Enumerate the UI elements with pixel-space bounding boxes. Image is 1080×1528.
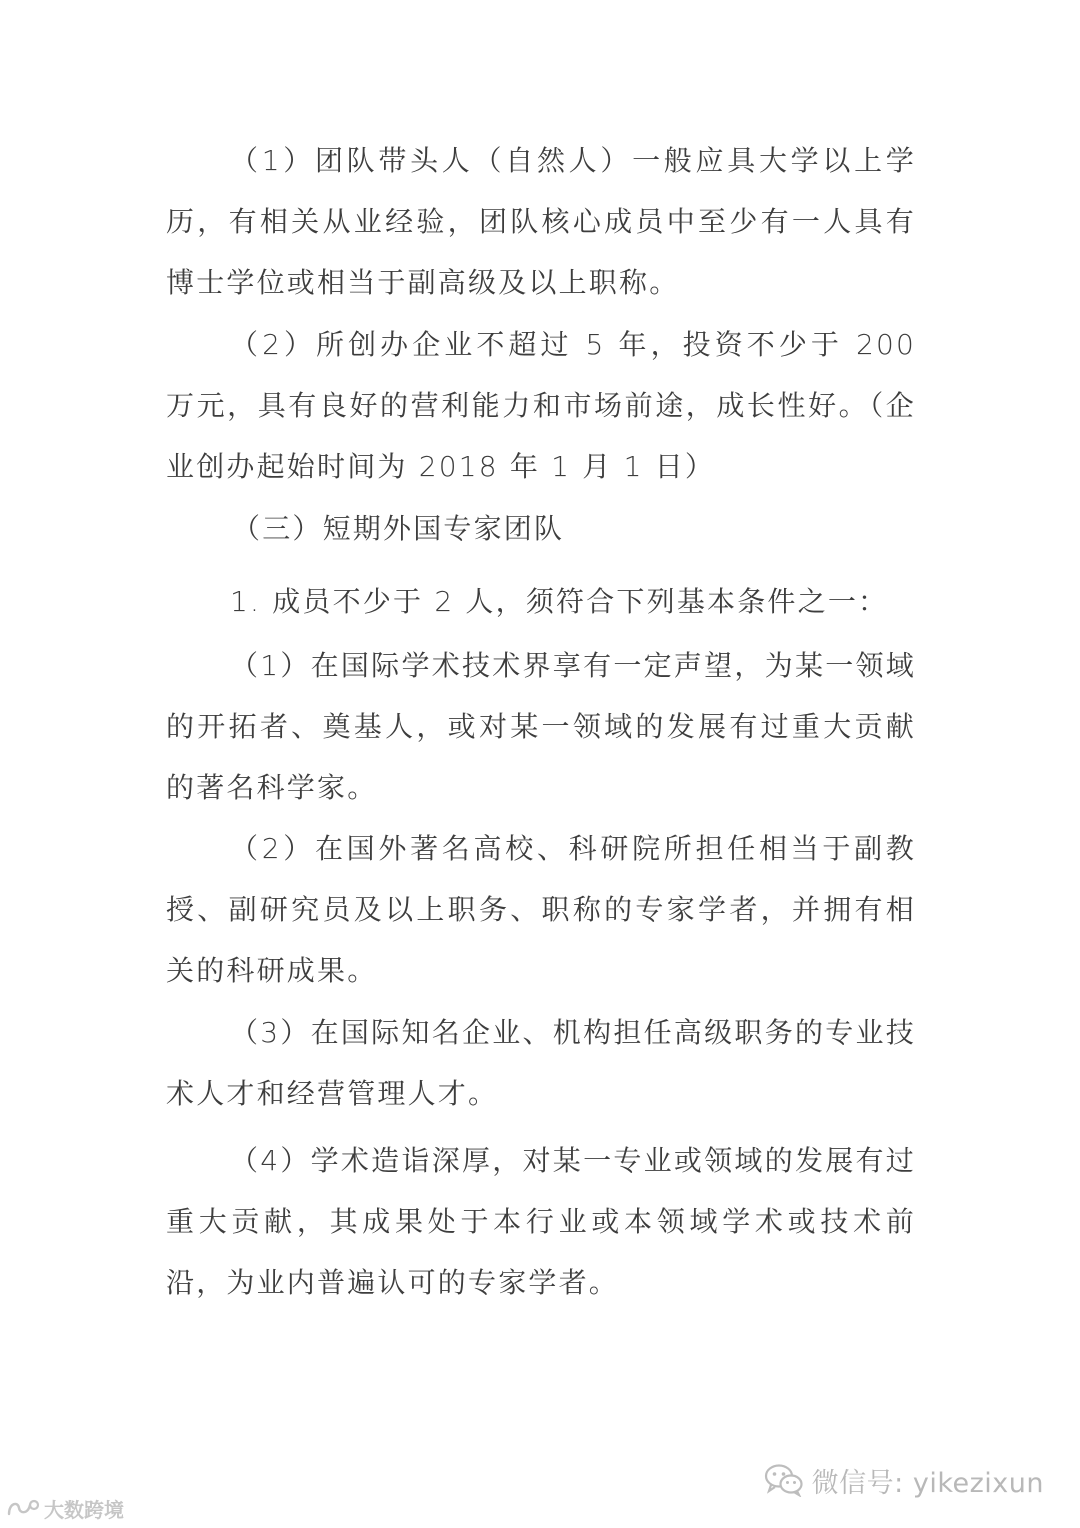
wechat-icon [764, 1463, 804, 1497]
paragraph-2: （2）所创办企业不超过 5 年，投资不少于 200 万元，具有良好的营利能力和市场前途，成长性好。（企业创办起始时间为 2018 年 1 月 1 日） [166, 328, 916, 483]
paragraph-4: （2）在国外著名高校、科研院所担任相当于副教授、副研究员及以上职务、职称的专家学者，并拥有相关的科研成果。 [166, 832, 916, 987]
wechat-watermark [764, 1462, 1044, 1498]
paragraph-item-1: 1. 成员不少于 2 人，须符合下列基本条件之一： [230, 585, 889, 618]
paragraph-3: （1）在国际学术技术界享有一定声望，为某一领域的开拓者、奠基人，或对某一领域的发展有过重大贡献的著名科学家。 [166, 649, 916, 804]
paragraph-5: （3）在国际知名企业、机构担任高级职务的专业技术人才和经营管理人才。 [166, 1016, 916, 1110]
paragraph-6: （4）学术造诣深厚，对某一专业或领域的发展有过重大贡献，其成果处于本行业或本领域学术或技术前沿，为业内普遍认可的专家学者。 [166, 1144, 916, 1299]
brand-logo-icon [6, 1497, 40, 1519]
brand-name-text: 大数跨境 [44, 1497, 124, 1522]
section-heading-3: （三）短期外国专家团队 [232, 512, 565, 545]
paragraph-1: （1）团队带头人（自然人）一般应具大学以上学历，有相关从业经验，团队核心成员中至少有一人具有博士学位或相当于副高级及以上职称。 [166, 144, 916, 299]
wechat-id-text: 微信号: yikezixun [811, 1467, 1044, 1499]
brand-watermark [6, 1494, 124, 1522]
